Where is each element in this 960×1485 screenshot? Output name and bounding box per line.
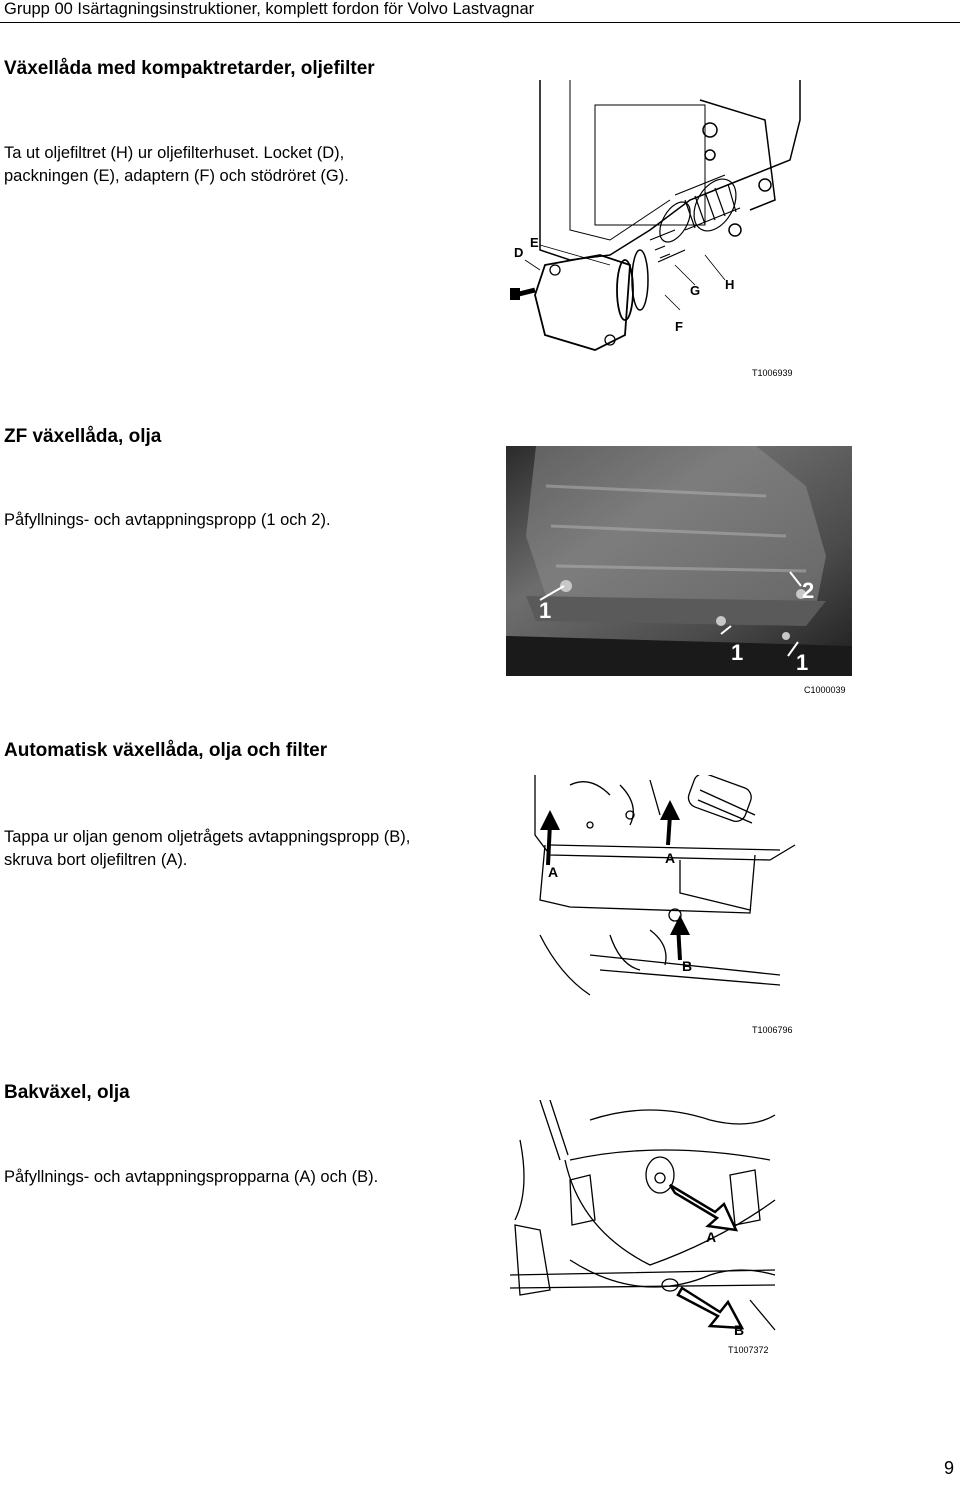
figure-code-2: C1000039	[804, 685, 846, 695]
figure-rear-axle-drawing	[510, 1100, 780, 1345]
figure-code-4: T1007372	[728, 1345, 769, 1355]
figure-zf-gearbox-photo	[506, 446, 852, 676]
label-g: G	[690, 283, 701, 298]
heading-automatic-gearbox: Automatisk växellåda, olja och filter	[4, 740, 328, 761]
label-h: H	[725, 277, 735, 292]
paragraph-rear-axle: Påfyllnings- och avtappningspropparna (A) och (B).	[4, 1168, 379, 1186]
label-d: D	[514, 245, 524, 260]
label-a-right: A	[665, 850, 676, 866]
heading-compact-retarder-filter: Växellåda med kompaktretarder, oljefilter	[4, 58, 375, 79]
figure-code-1: T1006939	[752, 368, 793, 378]
paragraph-zf-gearbox: Påfyllnings- och avtappningspropp (1 och 2).	[4, 511, 331, 529]
header-rule	[0, 22, 960, 23]
label-a: A	[706, 1229, 717, 1245]
label-a-left: A	[548, 864, 559, 880]
label-b: B	[734, 1322, 745, 1338]
paragraph-automatic-line-2: skruva bort oljefiltren (A).	[4, 851, 188, 869]
paragraph-automatic-line-1: Tappa ur oljan genom oljetrågets avtappningspropp (B),	[4, 828, 411, 846]
label-1a: 1	[539, 598, 552, 623]
label-f: F	[675, 319, 683, 334]
running-header: Grupp 00 Isärtagningsinstruktioner, komplett fordon för Volvo Lastvagnar	[4, 0, 535, 18]
label-1c: 1	[796, 650, 809, 675]
label-b: B	[682, 958, 693, 974]
figure-code-3: T1006796	[752, 1025, 793, 1035]
label-1b: 1	[731, 640, 744, 665]
figure-automatic-gearbox-drawing	[530, 775, 800, 1000]
figure-oil-filter-drawing	[500, 80, 810, 360]
heading-zf-gearbox-oil: ZF växellåda, olja	[4, 426, 162, 447]
label-2: 2	[802, 578, 815, 603]
paragraph-compact-retarder-line-2: packningen (E), adaptern (F) och stödröret (G).	[4, 167, 349, 185]
paragraph-compact-retarder-line-1: Ta ut oljefiltret (H) ur oljefilterhuset. Locket (D),	[4, 144, 345, 162]
page-number: 9	[944, 1458, 955, 1478]
heading-rear-axle-oil: Bakväxel, olja	[4, 1082, 130, 1103]
label-e: E	[530, 235, 539, 250]
